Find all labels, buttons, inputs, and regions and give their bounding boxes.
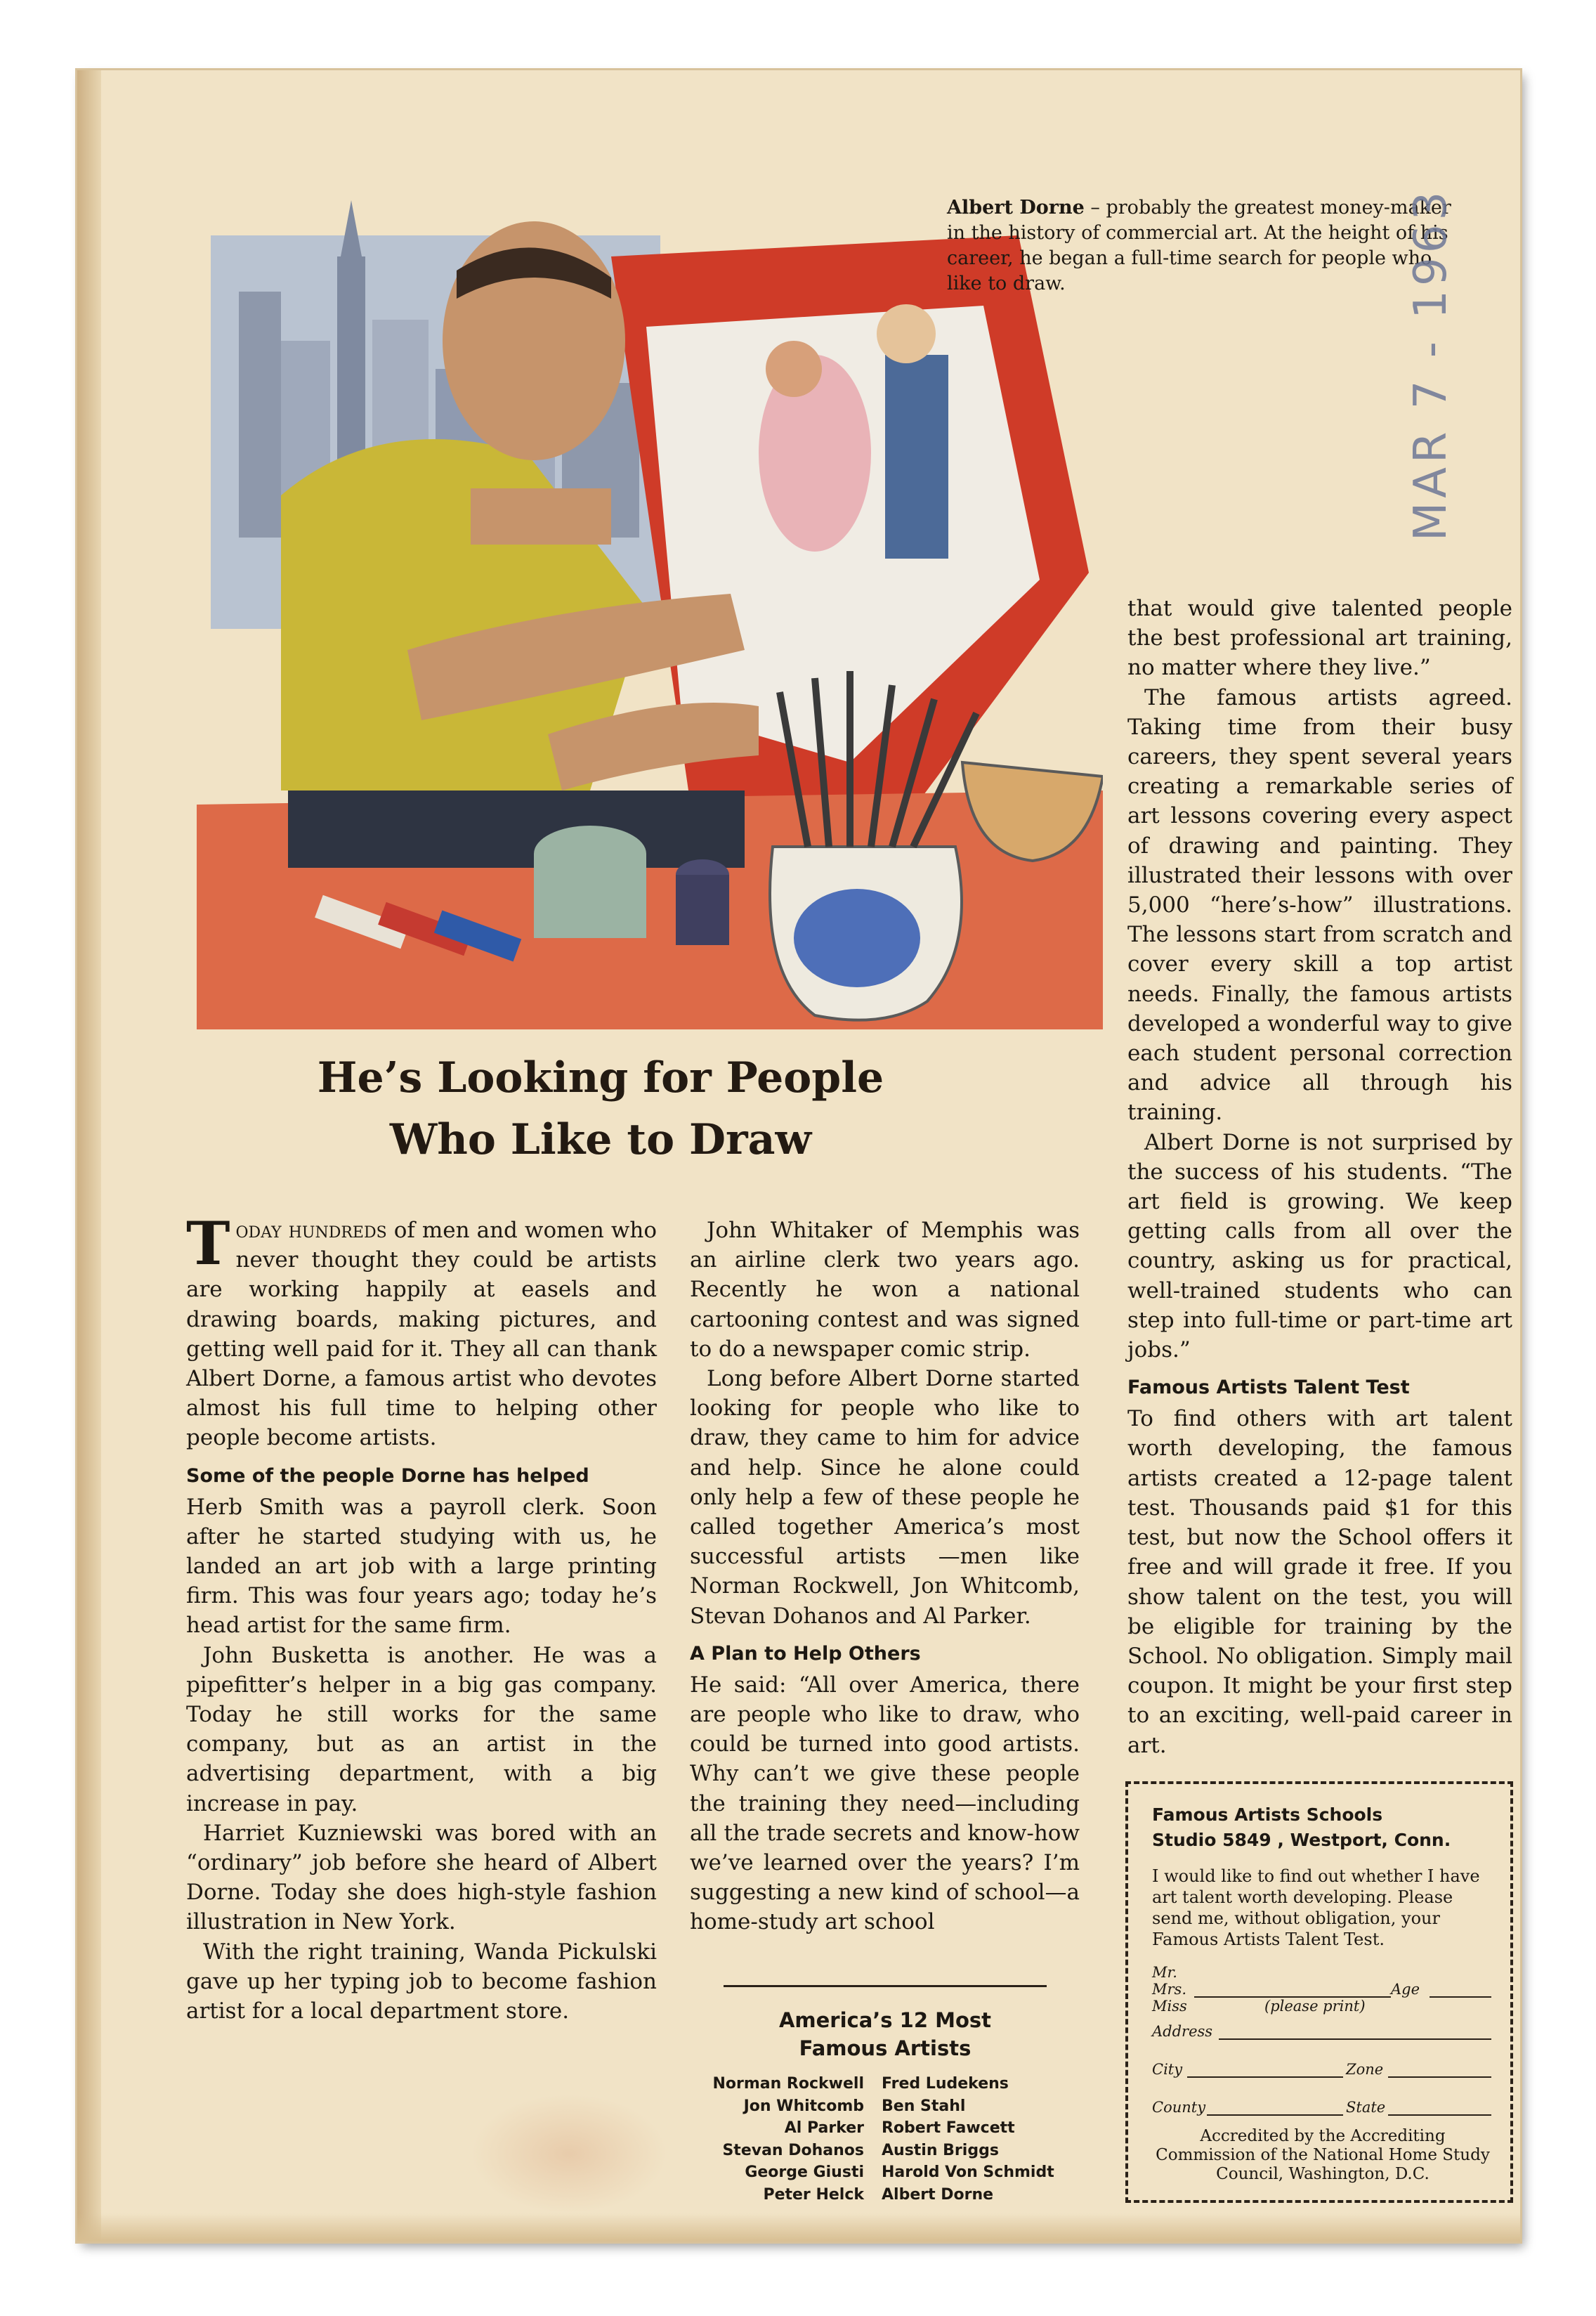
artist-name: Harold Von Schmidt <box>882 2164 1054 2181</box>
coupon-county-label: County <box>1152 2099 1206 2116</box>
artist-name: George Giusti <box>745 2164 864 2181</box>
artists-heading-line-1: America’s 12 Most <box>778 2008 992 2032</box>
mail-coupon[interactable] <box>1125 1781 1513 2203</box>
coupon-school: Famous Artists Schools <box>1152 1804 1383 1825</box>
coupon-mr-label: Mr. <box>1152 1964 1177 1981</box>
coupon-row-miss <box>1152 1998 1493 2019</box>
coupon-address-label: Address <box>1152 2023 1213 2040</box>
artist-name: Peter Helck <box>763 2185 864 2204</box>
artist-name: Robert Fawcett <box>882 2119 1015 2137</box>
col3-paragraph-2: The famous artists agreed. Taking time from their busy careers, they spent several years creating a remarkable series of art lessons covering every aspect of drawing and painting. They illustrated their lessons with over 5,000 “here’s-how” illustrations. The lessons start from scratch and cover every skill a top artist needs. Finally, the famous artists developed a wonderful way to give each student personal correction and advice all through his training. <box>1127 684 1512 1126</box>
artist-name: Ben Stahl <box>882 2097 966 2115</box>
col1-lead: oday hundreds <box>235 1218 387 1243</box>
coupon-county-field[interactable] <box>1207 2099 1343 2116</box>
artists-divider <box>724 1985 1047 1987</box>
coupon-age-field[interactable] <box>1430 1981 1491 1998</box>
coupon-row-county <box>1152 2099 1493 2120</box>
coupon-accreditation: Accredited by the Accrediting Commission of the National Home Study Council, Washington, D.C. <box>1156 2127 1490 2183</box>
artist-name: Al Parker <box>784 2119 864 2137</box>
artists-right-column <box>882 2073 1106 2206</box>
column-3 <box>1127 594 1512 1760</box>
coupon-zone-label: Zone <box>1346 2061 1384 2078</box>
headline-line-2: Who Like to Draw <box>389 1115 812 1164</box>
coupon-row-city <box>1152 2061 1493 2082</box>
col2-subhead: A Plan to Help Others <box>690 1642 921 1665</box>
artist-name: Fred Ludekens <box>882 2075 1009 2093</box>
col1-p1-text: of men and women who never thought they could be artists are working happily at easels and drawing boards, making pictures, and getting well paid for it. They all can thank Albert Dorne, a famous artist who devotes almost his full time to helping other people become artists. <box>186 1218 657 1451</box>
coupon-please-print: (please print) <box>1264 1998 1366 2015</box>
artists-heading <box>695 2006 1075 2062</box>
col3-paragraph-4: To find others with art talent worth developing, the famous artists created a 12-page talent test. Thousands paid $1 for this test, but now the School offers it free and will grade it free. If you show talent on the test, you will be eligible for training by the School. No obligation. Simply mail coupon. It might be your first step to an exciting, well-paid career in art. <box>1127 1406 1512 1758</box>
col2-paragraph-1: John Whitaker of Memphis was an airline clerk two years ago. Recently he won a national cartooning contest and was signed to do a newspaper comic strip. <box>690 1218 1080 1362</box>
artist-name: Norman Rockwell <box>712 2075 864 2093</box>
coupon-row-address <box>1152 2023 1493 2044</box>
water-stain <box>471 2094 667 2213</box>
artist-name: Jon Whitcomb <box>743 2097 864 2115</box>
coupon-state-field[interactable] <box>1388 2099 1491 2116</box>
date-stamp: MAR 7 - 1963 <box>1405 187 1457 541</box>
caption-text: – probably the greatest money-maker in the history of commercial art. At the height of his career, he began a full-time search for people who like to draw. <box>947 197 1451 294</box>
col1-subhead: Some of the people Dorne has helped <box>186 1464 589 1487</box>
col1-paragraph-3: John Busketta is another. He was a pipefitter’s helper in a big gas company. Today he still works for the same company, but as an artist in the advertising department, with a big increase in pay. <box>186 1642 657 1816</box>
column-1 <box>186 1209 657 2026</box>
coupon-state-label: State <box>1346 2099 1386 2116</box>
coupon-age-label: Age <box>1391 1981 1420 1998</box>
artist-name: Albert Dorne <box>882 2185 994 2204</box>
coupon-address: Studio 5849 , Westport, Conn. <box>1152 1830 1451 1850</box>
coupon-body: I would like to find out whether I have art talent worth developing. Please send me, without obligation, your Famous Artists Talent Test. <box>1152 1866 1480 1949</box>
col3-subhead: Famous Artists Talent Test <box>1127 1377 1410 1399</box>
coupon-city-field[interactable] <box>1187 2061 1343 2078</box>
coupon-address-field[interactable] <box>1219 2023 1491 2040</box>
col3-paragraph-3: Albert Dorne is not surprised by the success of his students. “The art field is growing. We keep getting calls from all over the country, asking us for practical, well-trained students who can step into full-time or part-time art jobs.” <box>1127 1129 1512 1363</box>
headline-line-1: He’s Looking for People <box>317 1053 884 1102</box>
col2-paragraph-2: Long before Albert Dorne started looking for people who like to draw, they came to him for advice and help. Since he alone could only help a few of these people he called together America’s most successful artists —men like Norman Rockwell, Jon Whitcomb, Stevan Dohanos and Al Parker. <box>690 1366 1080 1629</box>
coupon-name-field[interactable] <box>1194 1981 1391 1998</box>
col1-paragraph-5: With the right training, Wanda Pickulski gave up her typing job to become fashion artist for a local department store. <box>186 1939 657 2024</box>
col3-paragraph-1: that would give talented people the best professional art training, no matter where they live.” <box>1127 596 1512 681</box>
artist-name: Austin Briggs <box>882 2141 999 2159</box>
artists-heading-line-2: Famous Artists <box>799 2036 972 2060</box>
col1-paragraph-4: Harriet Kuzniewski was bored with an “ordinary” job before she heard of Albert Dorne. Today she does high-style fashion illustration in New York. <box>186 1820 657 1935</box>
artist-name: Stevan Dohanos <box>722 2141 864 2159</box>
drop-cap: T <box>186 1209 230 1278</box>
coupon-mrs-label: Mrs. <box>1152 1981 1186 1998</box>
illustration-caption <box>947 195 1453 297</box>
column-2 <box>690 1216 1080 1937</box>
coupon-city-label: City <box>1152 2061 1183 2078</box>
artists-left-column <box>681 2073 864 2206</box>
coupon-zone-field[interactable] <box>1388 2061 1491 2078</box>
headline <box>211 1047 990 1171</box>
col1-paragraph-2: Herb Smith was a payroll clerk. Soon after he started studying with us, he landed an art job with a large printing firm. This was four years ago; today he’s head artist for the same firm. <box>186 1494 657 1639</box>
col1-paragraph-1 <box>186 1209 657 1453</box>
caption-name: Albert Dorne <box>947 197 1085 219</box>
comic-back-cover <box>77 70 1520 2242</box>
coupon-miss-label: Miss <box>1152 1998 1187 2015</box>
col2-paragraph-3: He said: “All over America, there are people who like to draw, who could be turned into good artists. Why can’t we give these people the training they need—including all the trade secrets and know-how we’ve learned over the years? I’m suggesting a new kind of school—a home-study art school <box>690 1672 1080 1935</box>
